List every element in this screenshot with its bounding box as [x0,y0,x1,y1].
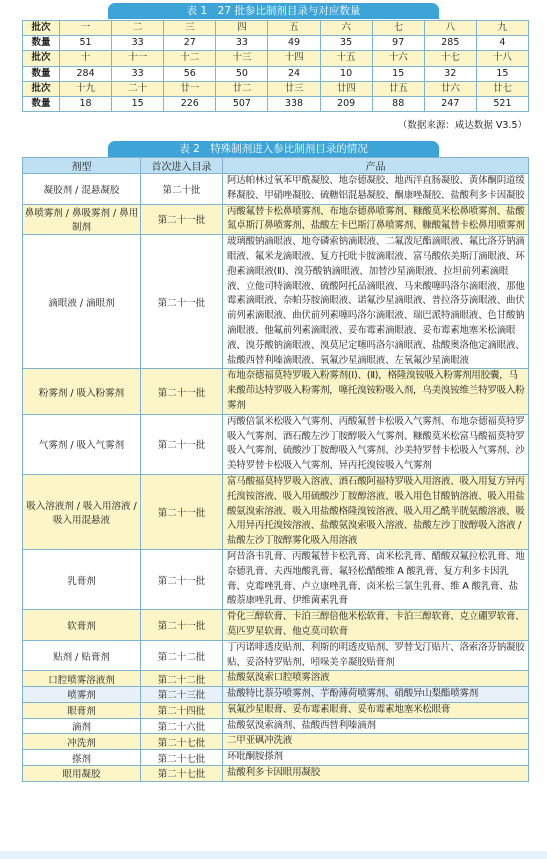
count-cell: 507 [216,96,268,111]
dosage-form-cell: 冲洗剂 [23,734,141,750]
first-batch-cell: 第二十一批 [141,549,223,609]
first-batch-cell: 第二十一批 [141,369,223,414]
dosage-form-cell: 滴眼液 / 滴眼剂 [23,235,141,369]
dosage-form-cell: 贴剂 / 贴膏剂 [23,640,141,671]
batch-cell: 二 [112,21,164,36]
first-batch-cell: 第二十一批 [141,414,223,474]
batch-row [23,81,529,96]
header-first-batch: 首次进入目录 [141,158,223,174]
special-preparations-table [22,157,529,782]
products-cell: 阿昔洛韦乳膏、丙酸氟替卡松乳膏、卤米松乳膏、醋酸双氟拉松乳膏、地奈德乳膏、夫西地酸乳膏、氟轻松醋酸维 A 酸乳膏、复方利多卡因乳膏、克霉唑乳膏、卢立康唑乳膏、卤米松三氯生乳膏、维 A 酸乳膏、盐酸萘康唑乳膏、伊维菌素乳膏 [223,549,529,609]
batch-cell: 七 [372,21,424,36]
table-header-row [23,158,529,174]
count-cell: 15 [372,66,424,81]
count-cell: 56 [164,66,216,81]
batch-cell: 十八 [476,51,528,66]
batch-cell: 廿四 [320,81,372,96]
dosage-form-cell: 眼用凝胶 [23,766,141,782]
table-row [23,671,529,687]
dosage-form-cell: 搽剂 [23,750,141,766]
first-batch-cell: 第二十一批 [141,474,223,549]
dosage-form-cell: 气雾剂 / 吸入气雾剂 [23,414,141,474]
header-products: 产品 [223,158,529,174]
count-cell: 15 [112,96,164,111]
row-label: 数量 [23,66,60,81]
count-cell: 49 [268,36,320,51]
dosage-form-cell: 粉雾剂 / 吸入粉雾剂 [23,369,141,414]
batch-row [23,21,529,36]
batch-cell: 五 [268,21,320,36]
table-row [23,174,529,205]
batch-cell: 三 [164,21,216,36]
table-row [23,204,529,235]
count-row [23,36,529,51]
first-batch-cell: 第二十七批 [141,750,223,766]
dosage-form-cell: 乳膏剂 [23,549,141,609]
first-batch-cell: 第二十二批 [141,640,223,671]
first-batch-cell: 第二十一批 [141,610,223,641]
table2-title: 表 2 特殊制剂进入参比制剂目录的情况 [108,141,439,157]
count-cell: 32 [424,66,476,81]
products-cell: 丙酸氟替卡松鼻喷雾剂、布地奈德鼻喷雾剂、糠酸莫米松鼻喷雾剂、盐酸氮卓斯汀鼻喷雾剂、盐酸左卡巴斯汀鼻喷雾剂、糠酸氟替卡松鼻用喷雾剂 [223,204,529,235]
count-cell: 50 [216,66,268,81]
first-batch-cell: 第二十一批 [141,235,223,369]
table-row [23,687,529,703]
first-batch-cell: 第二十四批 [141,702,223,718]
products-cell: 氧氟沙星眼膏、妥布霉素眼膏、妥布霉素地塞米松眼膏 [223,702,529,718]
row-label: 批次 [23,51,60,66]
products-cell: 盐酸特比萘芬喷雾剂、芋酚薄荷喷雾剂、硝酸异山梨酯喷雾剂 [223,687,529,703]
products-cell: 布地奈德福莫特罗吸入粉雾剂(Ⅰ)、(Ⅱ)，格隆溴铵吸入粉雾剂用胶囊，马来酸茚达特罗吸入粉雾剂，噻托溴铵粉吸入剂，乌美溴铵维兰特罗吸入粉雾剂 [223,369,529,414]
count-cell: 338 [268,96,320,111]
count-cell: 284 [60,66,112,81]
dosage-form-cell: 眼膏剂 [23,702,141,718]
first-batch-cell: 第二十七批 [141,766,223,782]
header-dosage-form: 剂型 [23,158,141,174]
table-row [23,640,529,671]
row-label: 数量 [23,96,60,111]
count-cell: 24 [268,66,320,81]
batch-cell: 一 [60,21,112,36]
table1-title: 表 1 27 批参比制剂目录与对应数量 [108,3,439,19]
count-cell: 88 [372,96,424,111]
products-cell: 丁丙诺啡透皮贴剂、利斯的明透皮贴剂、罗替戈汀贴片、洛索洛芬钠凝胶贴、妥洛特罗贴剂、吲哚美辛凝胶贴膏剂 [223,640,529,671]
dosage-form-cell: 鼻喷雾剂 / 鼻吸雾剂 / 鼻用制剂 [23,204,141,235]
count-row [23,96,529,111]
batch-cell: 十二 [164,51,216,66]
table-row [23,549,529,609]
first-batch-cell: 第二十二批 [141,671,223,687]
row-label: 批次 [23,21,60,36]
count-cell: 33 [112,66,164,81]
dosage-form-cell: 滴剂 [23,718,141,734]
batch-cell: 廿三 [268,81,320,96]
batch-cell: 廿五 [372,81,424,96]
table-row [23,766,529,782]
batch-cell: 二十 [112,81,164,96]
count-cell: 27 [164,36,216,51]
batch-cell: 廿七 [476,81,528,96]
table-row [23,235,529,369]
products-cell: 盐酸利多卡因眼用凝胶 [223,766,529,782]
count-cell: 51 [60,36,112,51]
dosage-form-cell: 软膏剂 [23,610,141,641]
count-cell: 97 [372,36,424,51]
batch-cell: 六 [320,21,372,36]
products-cell: 富马酸福莫特罗吸入溶液、酒石酸阿福特罗吸入用溶液、吸入用复方异丙托溴铵溶液、吸入用硫酸沙丁胺醇溶液、吸入用色甘酸钠溶液、吸入用盐酸氨溴索溶液、吸入用盐酸格隆溴铵溶液、吸入用乙酰半胱氨酸溶液、吸入用异丙托溴铵溶液、盐酸氨溴索吸入溶液、盐酸左沙丁胺醇吸入溶液 / 盐酸左沙丁胺醇雾化吸入用溶液 [223,474,529,549]
first-batch-cell: 第二十一批 [141,204,223,235]
table-row [23,750,529,766]
products-cell: 盐酸氨溴索口腔喷雾溶液 [223,671,529,687]
batch-cell: 廿一 [164,81,216,96]
count-row [23,66,529,81]
count-cell: 18 [60,96,112,111]
table-row [23,474,529,549]
batch-cell: 十六 [372,51,424,66]
row-label: 数量 [23,36,60,51]
count-cell: 33 [112,36,164,51]
dosage-form-cell: 凝胶剂 / 混悬凝胶 [23,174,141,205]
dosage-form-cell: 喷雾剂 [23,687,141,703]
batch-cell: 十三 [216,51,268,66]
batch-cell: 十一 [112,51,164,66]
table-row [23,414,529,474]
data-source-note: （数据来源：咸达数据 V3.5） [397,120,527,131]
batch-cell: 八 [424,21,476,36]
first-batch-cell: 第二十七批 [141,734,223,750]
footer-decoration [0,851,547,859]
count-cell: 247 [424,96,476,111]
products-cell: 丙酸倍氯米松吸入气雾剂、丙酸氟替卡松吸入气雾剂、布地奈德福莫特罗吸入气雾剂、酒石酸左沙丁胺醇吸入气雾剂、糠酸莫米松富马酸福莫特罗吸入气雾剂、硫酸沙丁胺醇吸入气雾剂、沙美特罗替卡松吸入气雾剂、沙美特罗替卡松吸入气雾剂、异丙托溴铵吸入气雾剂 [223,414,529,474]
dosage-form-cell: 吸入溶液剂 / 吸入用溶液 / 吸入用混悬液 [23,474,141,549]
batch-cell: 十四 [268,51,320,66]
products-cell: 环吡酮胺搽剂 [223,750,529,766]
products-cell: 二甲亚砜冲洗液 [223,734,529,750]
count-cell: 209 [320,96,372,111]
batch-cell: 廿二 [216,81,268,96]
products-cell: 玻璃酸钠滴眼液、地夸磷索钠滴眼液、二氟泼尼酯滴眼液、氟比洛芬钠滴眼液、氟米龙滴眼液、复方托吡卡胺滴眼液、富马酸依美斯汀滴眼液、环孢素滴眼液(Ⅱ)、溴芬酸钠滴眼液、加替沙星滴眼液、拉坦前列素滴眼液、立他司特滴眼液、硫酸阿托品滴眼液、马来酸噻吗洛尔滴眼液、那他霉素滴眼液、奈帕芬胺滴眼液、诺氟沙星滴眼液、普拉洛芬滴眼液、曲伏前列素滴眼液、曲伏前列素噻吗洛尔滴眼液、瑞巴派特滴眼液、色甘酸钠滴眼液、他氟前列素滴眼液、妥布霉素滴眼液、妥布霉素地塞米松滴眼液、溴芬酸钠滴眼液、溴莫尼定噻吗洛尔滴眼液、盐酸奥洛他定滴眼液、盐酸西替利嗪滴眼液、氧氟沙星滴眼液、左氧氟沙星滴眼液 [223,235,529,369]
table-row [23,702,529,718]
count-cell: 10 [320,66,372,81]
batch-cell: 十七 [424,51,476,66]
count-cell: 35 [320,36,372,51]
table-row [23,718,529,734]
first-batch-cell: 第二十六批 [141,718,223,734]
batch-cell: 十 [60,51,112,66]
products-cell: 骨化三醇软膏、卡泊三醇倍他米松软膏、卡泊三醇软膏、克立硼罗软膏、莫匹罗星软膏、他克莫司软膏 [223,610,529,641]
table-row [23,369,529,414]
first-batch-cell: 第二十批 [141,174,223,205]
table-row [23,734,529,750]
batch-cell: 廿六 [424,81,476,96]
first-batch-cell: 第二十三批 [141,687,223,703]
batch-cell: 四 [216,21,268,36]
count-cell: 226 [164,96,216,111]
row-label: 批次 [23,81,60,96]
products-cell: 盐酸氨溴索滴剂、盐酸西替利嗪滴剂 [223,718,529,734]
count-cell: 521 [476,96,528,111]
batch-row [23,51,529,66]
count-cell: 4 [476,36,528,51]
table-row [23,610,529,641]
products-cell: 阿达帕林过氧苯甲酰凝胶、地奈德凝胶、地西泮直肠凝胶、黄体酮阴道缓释凝胶、甲硝唑凝胶、硫糖铝混悬凝胶、酮康唑凝胶、盐酸利多卡因凝胶 [223,174,529,205]
batch-cell: 九 [476,21,528,36]
batch-count-table [22,20,529,112]
batch-cell: 十九 [60,81,112,96]
count-cell: 33 [216,36,268,51]
dosage-form-cell: 口腔喷雾溶液剂 [23,671,141,687]
count-cell: 15 [476,66,528,81]
count-cell: 285 [424,36,476,51]
batch-cell: 十五 [320,51,372,66]
